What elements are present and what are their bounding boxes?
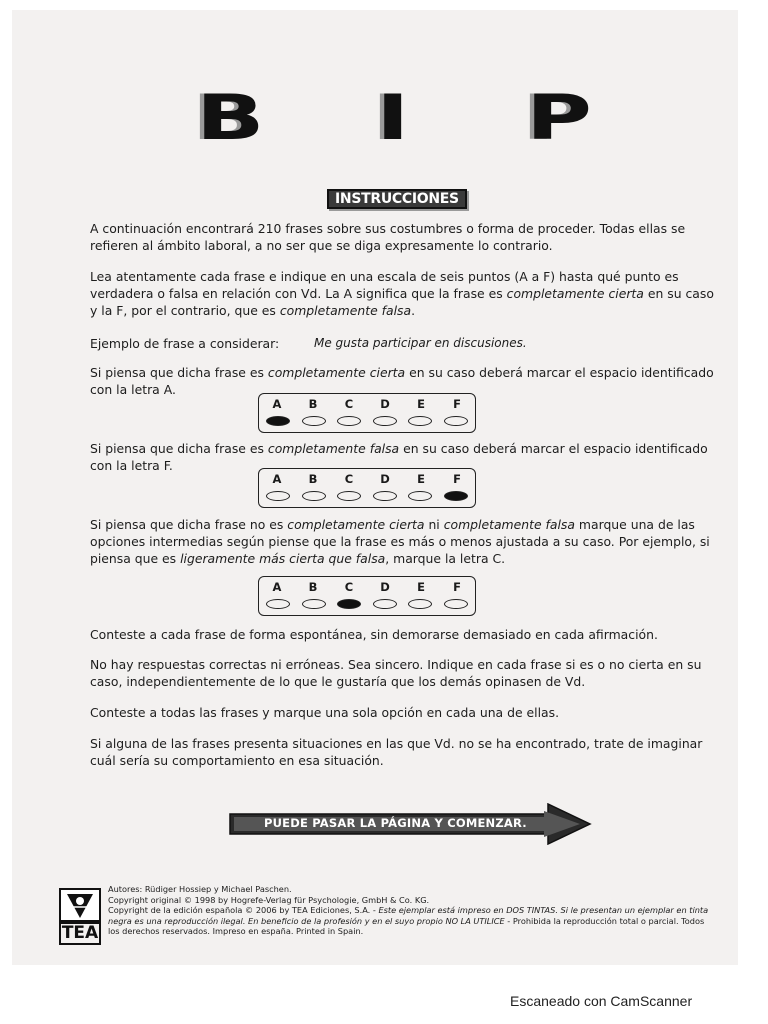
paragraph-no-right-answers: No hay respuestas correctas ni erróneas. Sea sincero. Indique en cada frase si es o no cierta en su caso, independientemente de lo que le gustaría que los demás opinasen de Vd. [90, 657, 702, 689]
title-letter-i: I [376, 81, 410, 154]
paragraph-imagine: Si alguna de las frases presenta situaciones en las que Vd. no se ha encontrado, trate de imaginar cuál sería su comportamiento en esa situación. [90, 736, 703, 768]
scale-letters: A B C D E F [272, 580, 461, 594]
answer-oval-a[interactable] [266, 599, 290, 609]
paragraph-intro-text: A continuación encontrará 210 frases sobre sus costumbres o forma de proceder. Todas ellas se refieren al ámbito laboral, a no ser que se diga expresamente lo contrario. [90, 221, 686, 253]
credits-original-copyright: Copyright original © 1998 by Hogrefe-Verlag für Psychologie, GmbH & Co. KG. [108, 894, 430, 905]
tea-publisher-logo [59, 888, 101, 942]
example-line [64, 335, 714, 352]
answer-oval-d[interactable] [373, 599, 397, 609]
answer-oval-c[interactable] [337, 491, 361, 501]
answer-oval-c[interactable] [337, 416, 361, 426]
answer-scale-example-c [258, 576, 476, 616]
emphasis-completely-false: completamente falsa [279, 303, 412, 318]
emphasis-completely-true: completamente cierta [506, 286, 644, 301]
paragraph-single-option: Conteste a todas las frases y marque una sola opción en cada una de ellas. [90, 705, 560, 720]
answer-oval-a[interactable] [266, 416, 290, 426]
answer-oval-e[interactable] [408, 416, 432, 426]
answer-oval-e[interactable] [408, 491, 432, 501]
continue-label: PUEDE PASAR LA PÁGINA Y COMENZAR. [264, 816, 527, 830]
scale-ovals [266, 416, 468, 426]
answer-scale-example-f [258, 468, 476, 508]
paragraph-case-a: Si piensa que dicha frase es completamente cierta en su caso deberá marcar el espacio identificado con la letra A. [90, 365, 714, 397]
camscanner-watermark: Escaneado con CamScanner [510, 993, 693, 1009]
scale-ovals [266, 599, 468, 609]
answer-oval-c[interactable] [337, 599, 361, 609]
example-label: Ejemplo de frase a considerar: [90, 336, 280, 351]
paragraph-scale-explanation: Lea atentamente cada frase e indique en una escala de seis puntos (A a F) hasta qué punto es verdadera o falsa en relación con Vd. La A significa que la frase es completamente cierta en su caso y la F, por el contrario, que es completamente falsa. [90, 269, 714, 318]
answer-oval-d[interactable] [373, 416, 397, 426]
credits-spanish-copyright: Copyright de la edición española © 2006 by TEA Ediciones, S.A. - Este ejemplar está impreso en DOS TINTAS. Si le presentan un ejemplar en tinta negra es una reproducción ilegal. En beneficio de la profesión y en el suyo propio NO LA UTILICE - Prohibida la reproducción total o parcial. Todos los derechos reservados. Impreso en españa. Printed in Spain. [108, 905, 709, 937]
instructions-heading: INSTRUCCIONES [327, 189, 467, 209]
answer-oval-b[interactable] [302, 491, 326, 501]
credits-authors: Autores: Rüdiger Hossiep y Michael Paschen. [108, 884, 292, 894]
answer-oval-e[interactable] [408, 599, 432, 609]
answer-oval-b[interactable] [302, 599, 326, 609]
tea-emblem-icon [59, 888, 101, 922]
paragraph-spontaneous: Conteste a cada frase de forma espontánea, sin demorarse demasiado en cada afirmación. [90, 627, 658, 642]
answer-oval-a[interactable] [266, 491, 290, 501]
answer-oval-f[interactable] [444, 491, 468, 501]
tea-logo-text: TEA [59, 922, 101, 945]
answer-oval-b[interactable] [302, 416, 326, 426]
continue-arrow-banner [228, 803, 593, 845]
copyright-credits [108, 884, 714, 937]
example-phrase: Me gusta participar en discusiones. [314, 336, 527, 350]
answer-oval-f[interactable] [444, 416, 468, 426]
scale-letters: A B C D E F [272, 397, 461, 411]
paragraph-intermediate: Si piensa que dicha frase no es completamente cierta ni completamente falsa marque una de las opciones intermedias según piense que la frase es más o menos ajustada a su caso. Por ejemplo, si piensa que es ligeramente más cierta que falsa, marque la letra C. [90, 517, 710, 566]
paragraph-intro [64, 220, 714, 254]
scale-letters: A B C D E F [272, 472, 461, 486]
test-title [0, 81, 768, 154]
title-letter-b: B [196, 81, 265, 154]
scale-ovals [266, 491, 468, 501]
title-letter-p: P [526, 81, 592, 154]
answer-scale-example-a [258, 393, 476, 433]
paragraph-case-f: Si piensa que dicha frase es completamente falsa en su caso deberá marcar el espacio identificado con la letra F. [90, 441, 708, 473]
answer-oval-f[interactable] [444, 599, 468, 609]
answer-oval-d[interactable] [373, 491, 397, 501]
